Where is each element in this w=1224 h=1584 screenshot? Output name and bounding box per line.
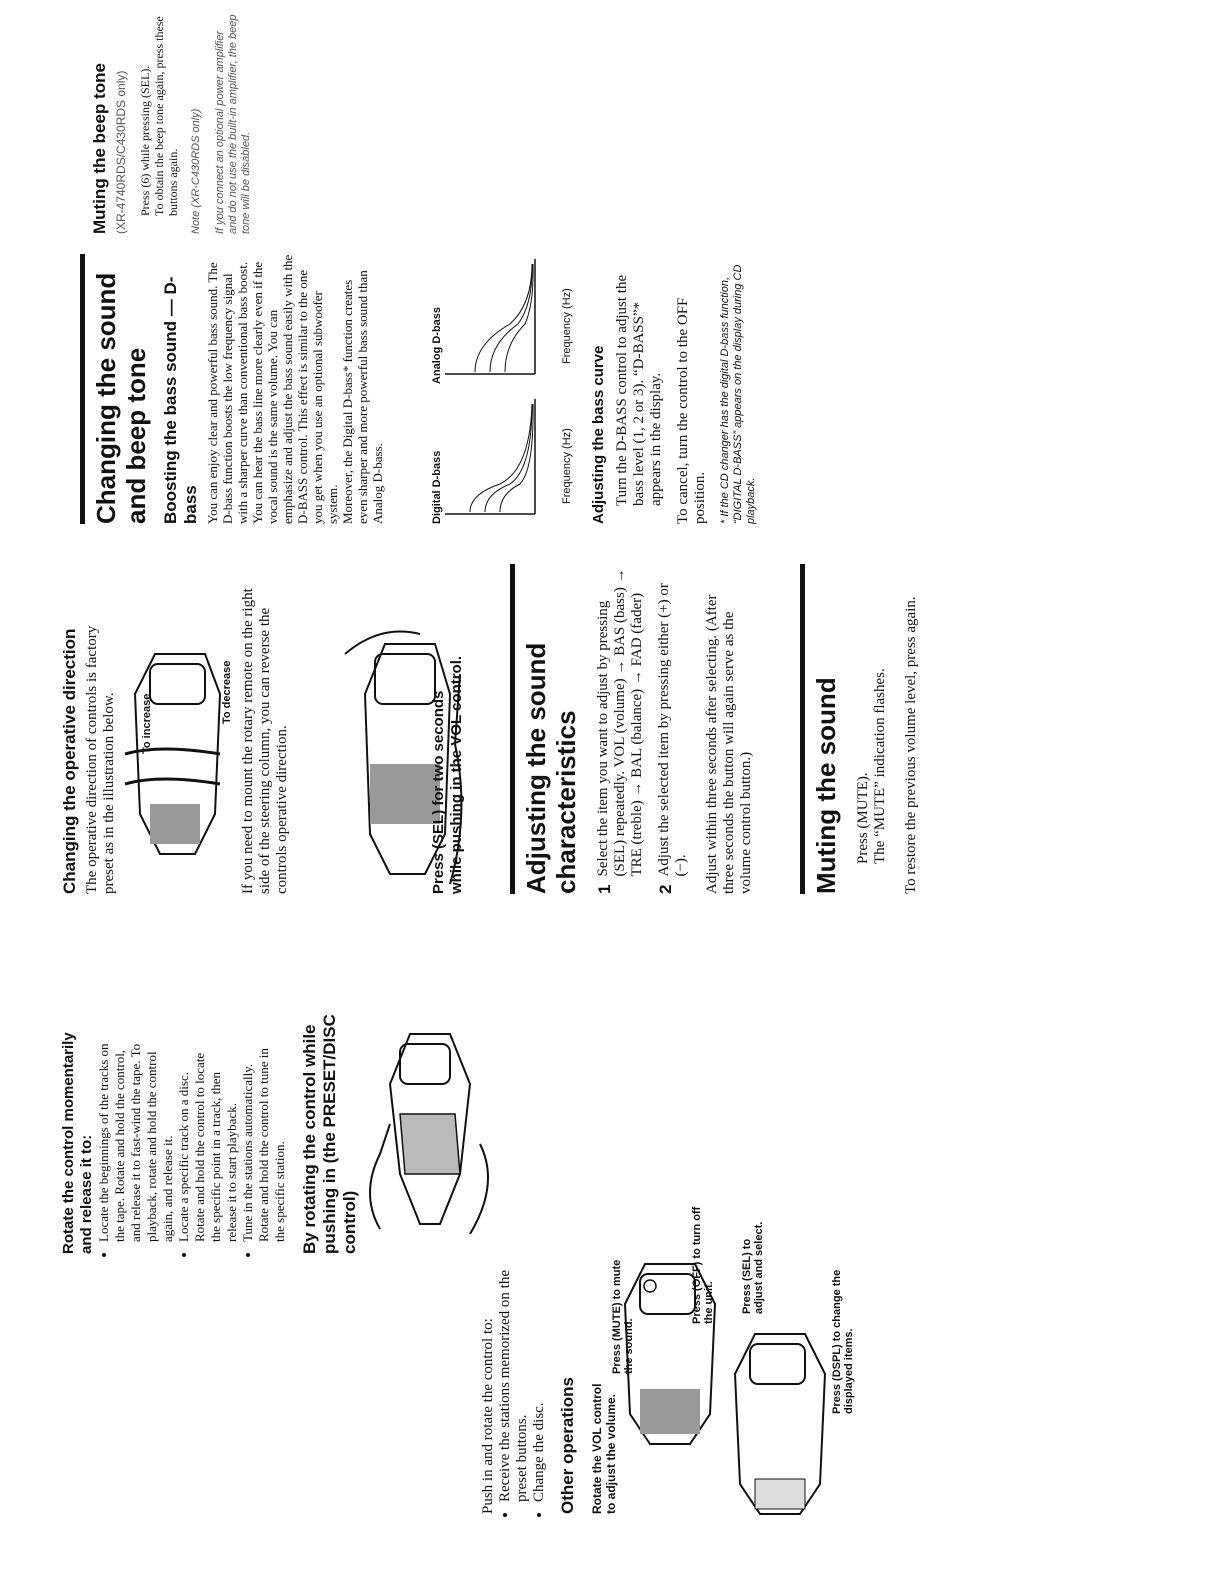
push-heading: By rotating the control while pushing in (the PRESET/DISC control) bbox=[300, 1014, 359, 1254]
column-controls bbox=[60, 894, 288, 1254]
graph-freq-label: Frequency (Hz) bbox=[561, 288, 573, 364]
sel-label: Press (SEL) to adjust and select. bbox=[741, 1221, 765, 1314]
press-sel-block bbox=[430, 594, 466, 894]
graph-digital-title: Digital D-bass bbox=[431, 450, 443, 524]
push-intro: Push in and rotate the control to: bbox=[480, 1318, 496, 1514]
step-2-text: Adjust the selected item by pressing either (+) or (−). bbox=[656, 583, 689, 877]
digital-dbass-graph bbox=[440, 394, 550, 524]
beep-restore: To obtain the beep tone again, press these buttons again. bbox=[152, 16, 180, 216]
adjust-section bbox=[510, 564, 755, 894]
push-section bbox=[300, 1004, 364, 1254]
step-1 bbox=[595, 564, 646, 894]
muting-press: Press (MUTE). bbox=[855, 772, 871, 864]
list-item: • Locate the beginnings of the tracks on the tape. Rotate and hold the control, and release it to fast-wind the tape. To playback, rotate and hold the control again, and release it. bbox=[96, 1042, 176, 1242]
graph-freq-label: Frequency (Hz) bbox=[561, 428, 573, 504]
direction-heading: Changing the operative direction bbox=[60, 628, 79, 894]
push-list bbox=[497, 1244, 548, 1514]
step-2 bbox=[656, 564, 690, 894]
column-direction bbox=[60, 594, 118, 894]
other-heading: Other operations bbox=[558, 1377, 577, 1514]
rotate-list bbox=[96, 1042, 288, 1254]
list-item: • Tune in the stations automatically. Rotate and hold the control to tune in the specific station. bbox=[240, 1042, 288, 1242]
direction-text: The operative direction of controls is factory preset as in the illustration below. bbox=[84, 625, 117, 894]
remote-text: If you need to mount the rotary remote on the right side of the steering column, you can reverse the controls operative direction. bbox=[240, 588, 290, 894]
remote-illustration-bottom bbox=[720, 1324, 840, 1524]
muting-restore: To restore the previous volume level, press again. bbox=[903, 596, 919, 894]
dspl-label: Press (DSPL) to change the displayed items. bbox=[831, 1269, 855, 1414]
boost-text-3: Moreover, the Digital D-bass* function creates even sharper and more powerful bass sound than Analog D-bass. bbox=[340, 270, 385, 524]
rotate-heading: Rotate the control momentarily and release it to: bbox=[60, 1032, 95, 1254]
curve-heading: Adjusting the bass curve bbox=[590, 345, 607, 524]
column-sound bbox=[80, 254, 385, 524]
footnote: * If the CD changer has the digital D-bass function, “DIGITAL D-BASS” appears on the display during CD playback. bbox=[719, 264, 757, 524]
vol-label: Rotate the VOL control to adjust the volume. bbox=[590, 1383, 618, 1514]
sound-heading: Changing the sound and beep tone bbox=[91, 272, 151, 524]
step-number: 2 bbox=[656, 884, 675, 894]
column-beep bbox=[90, 14, 264, 234]
off-label: Press (OFF) to turn off the unit. bbox=[691, 1206, 715, 1324]
step-number: 1 bbox=[595, 884, 614, 894]
list-item: • Receive the stations memorized on the preset buttons. bbox=[497, 1244, 531, 1502]
dbass-graphs bbox=[420, 254, 573, 524]
hand-push-illustration bbox=[360, 1014, 500, 1234]
beep-press: Press (6) while pressing (SEL). bbox=[138, 65, 152, 216]
beep-heading: Muting the beep tone bbox=[90, 63, 109, 234]
curve-text: Turn the D-BASS control to adjust the bass level (1, 2 or 3). “D-BASS”* appears in the display. bbox=[614, 274, 664, 506]
step-1-text: Select the item you want to adjust by pressing (SEL) repeatedly. VOL (volume) → BAS (bass) → TRE (treble) → BAL (balance) → FAD (fader) bbox=[595, 568, 645, 877]
to-decrease-label: To decrease bbox=[221, 660, 233, 724]
beep-note-text: If you connect an optional power amplifier and do not use the built-in amplifier, the beep tone will be disabled. bbox=[214, 14, 252, 234]
analog-dbass-graph bbox=[440, 254, 550, 384]
boost-heading: Boosting the bass sound — D-bass bbox=[161, 276, 200, 524]
graph-analog-title: Analog D-bass bbox=[431, 306, 443, 384]
push-list-section bbox=[480, 1244, 630, 1514]
muting-section bbox=[800, 564, 920, 894]
muting-flash: The “MUTE” indication flashes. bbox=[872, 668, 888, 864]
beep-models: (XR-4740RDS/C430RDS only) bbox=[114, 70, 128, 234]
list-item: • Change the disc. bbox=[531, 1244, 548, 1502]
to-increase-label: To increase bbox=[141, 693, 153, 754]
muting-heading: Muting the sound bbox=[811, 677, 841, 894]
list-item: • Locate a specific track on a disc. Rotate and hold the control to locate the specific point in a track, then release it to start playback. bbox=[176, 1042, 240, 1242]
press-sel-text: Press (SEL) for two seconds while pushing in the VOL control. bbox=[430, 655, 465, 894]
boost-text-2: You can hear the bass line more clearly even if the vocal sound is the same volume. You can emphasize and adjust the bass sound easily with the D-BASS control. This effect is similar to the one you get when you use an optional subwoofer system. bbox=[250, 254, 340, 524]
boost-text-1: You can enjoy clear and powerful bass sound. The D-bass function boosts the low frequency signal with a sharper curve than conventional bass boost. bbox=[205, 261, 250, 524]
curve-section bbox=[590, 254, 769, 524]
adjust-heading: Adjusting the sound characteristics bbox=[521, 642, 581, 894]
remote-text-block bbox=[240, 574, 291, 894]
mute-label: Press (MUTE) to mute the sound. bbox=[611, 1259, 635, 1374]
beep-note-heading: Note (XR-C430RDS only) bbox=[190, 108, 202, 234]
cancel-text: To cancel, turn the control to the OFF position. bbox=[675, 297, 708, 524]
adjust-note: Adjust within three seconds after selecting. (After three seconds the button will again serve as the volume control button.) bbox=[704, 594, 754, 894]
direction-illustration bbox=[120, 594, 230, 874]
